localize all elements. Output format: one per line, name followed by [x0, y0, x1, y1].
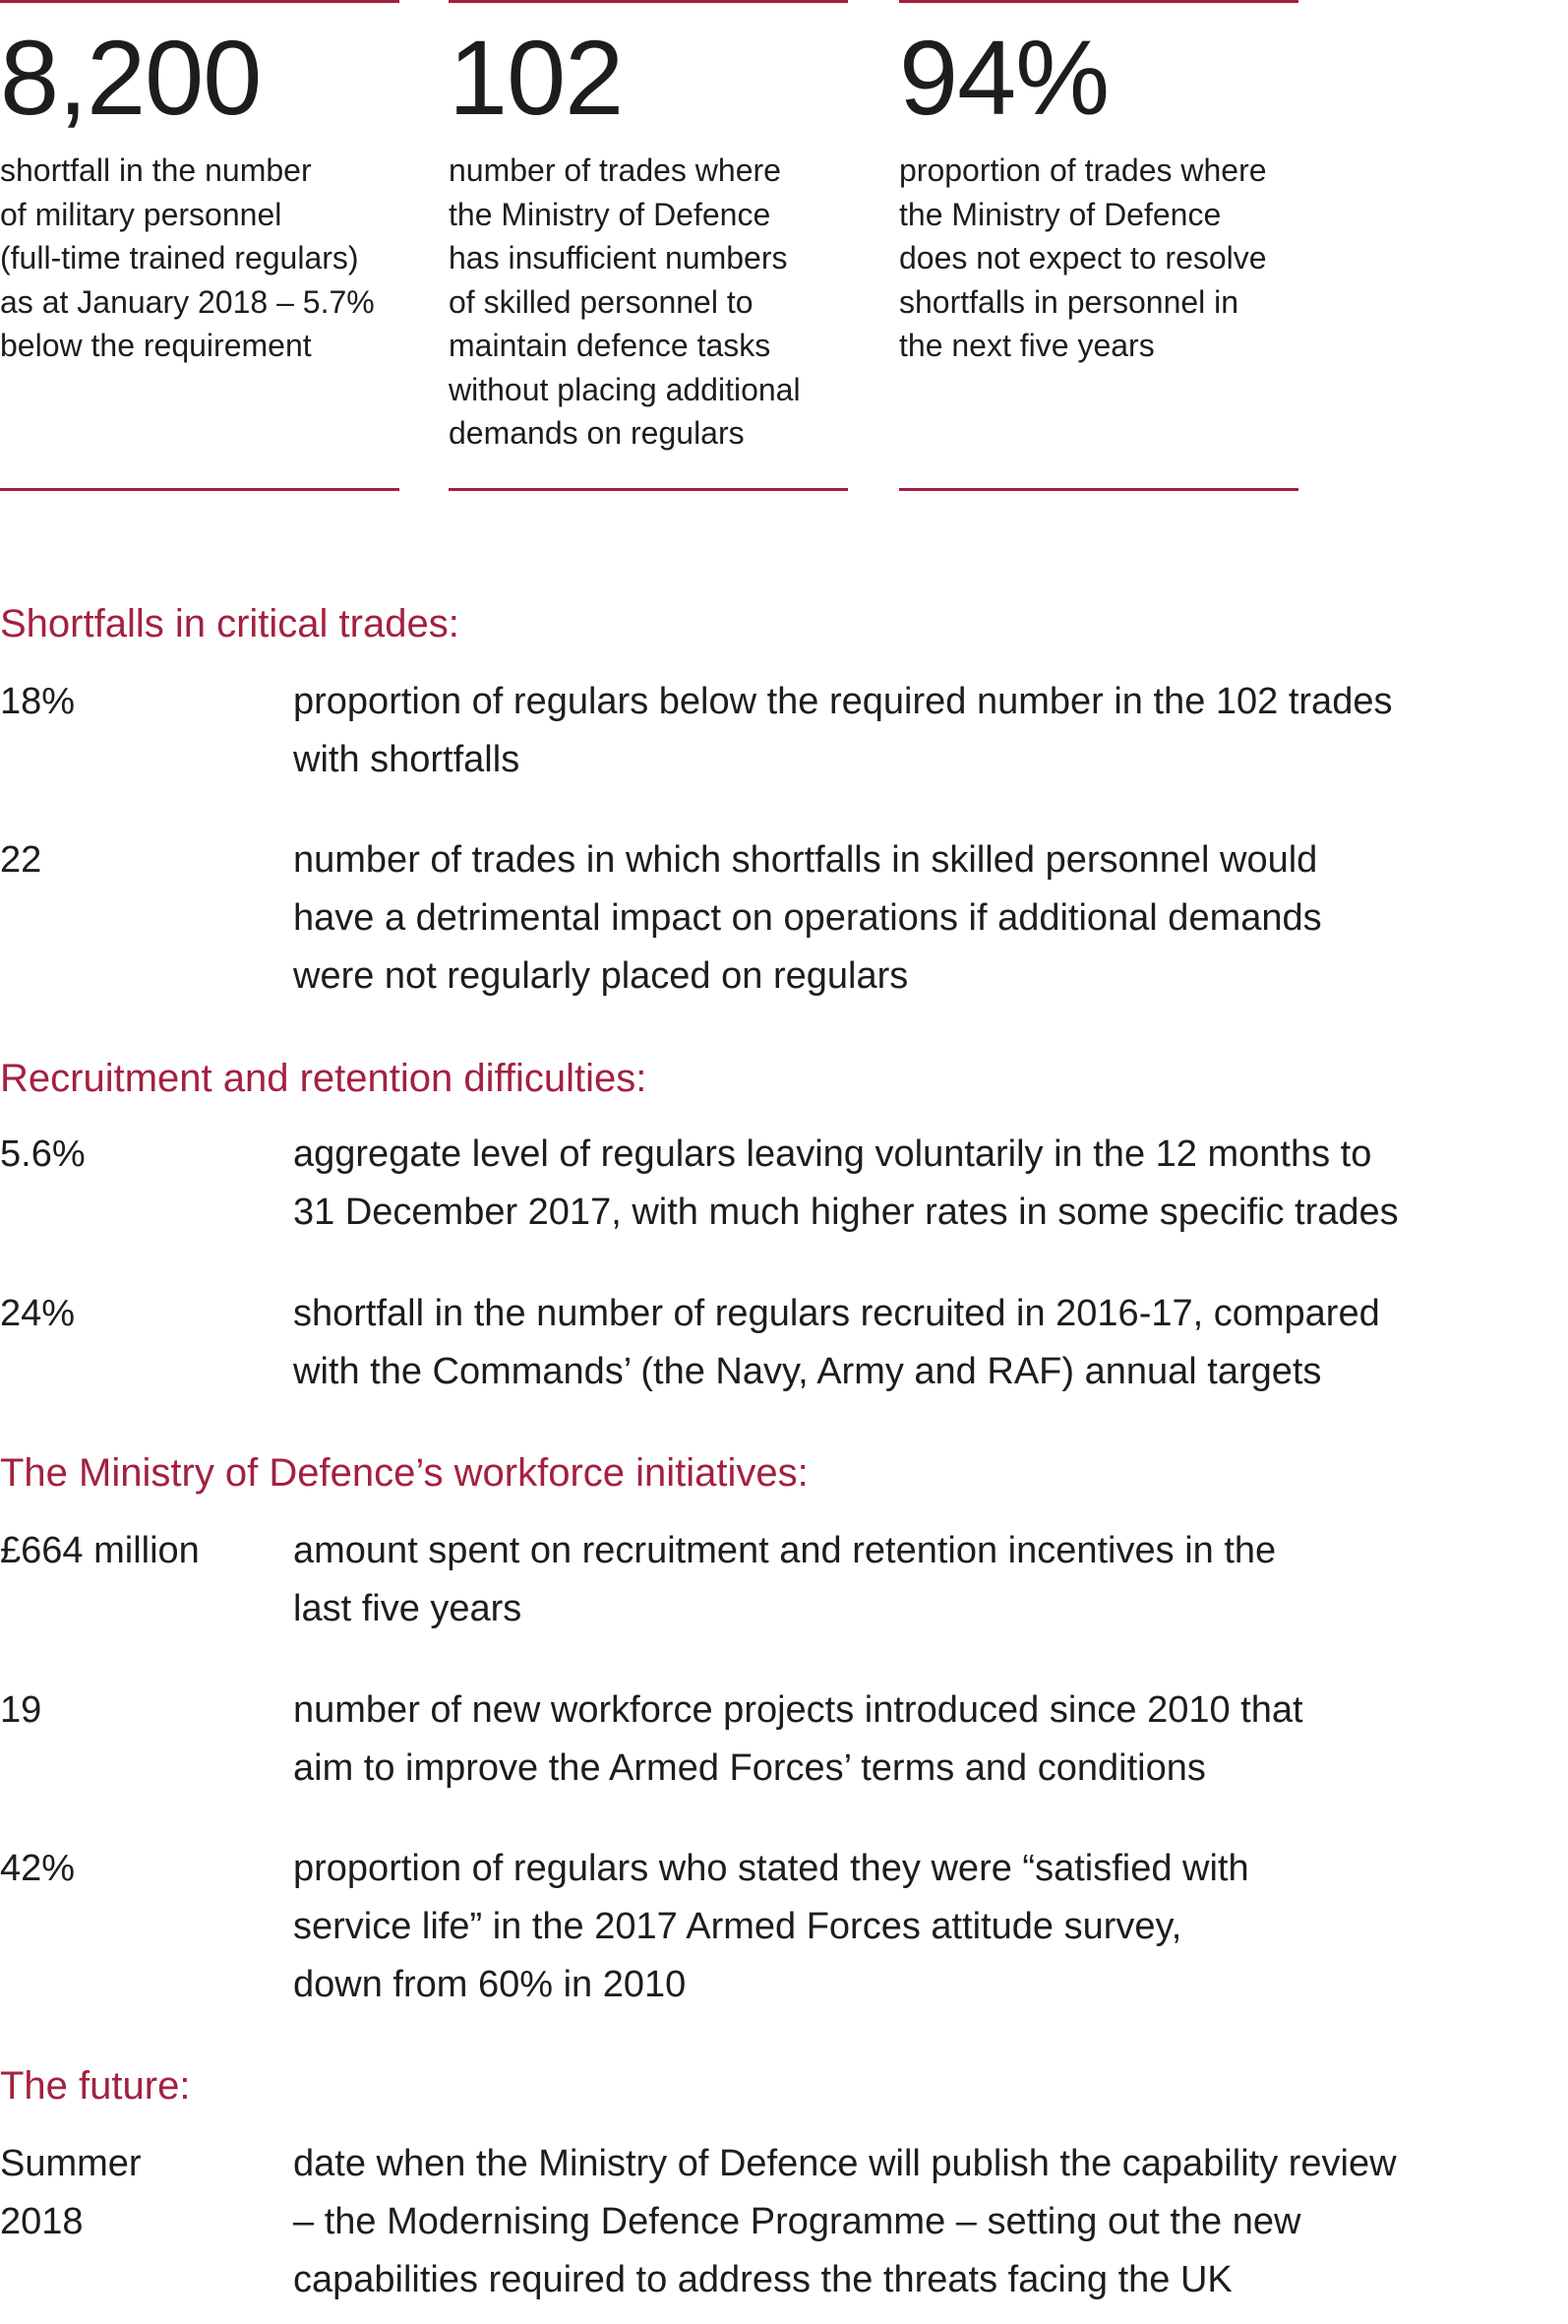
row-label: 18%: [0, 681, 76, 722]
row-label: [0, 2135, 275, 2251]
row-description: [293, 1682, 1533, 1798]
stat-value: 102: [449, 18, 624, 137]
row-description-line: number of trades in which shortfalls in skilled personnel would: [293, 839, 1318, 881]
section-title-workforce-initiatives: The Ministry of Defence’s workforce initiatives:: [0, 1451, 809, 1495]
row-description-line: down from 60% in 2010: [293, 1964, 687, 2005]
stat-description: [0, 149, 399, 368]
row-label-line: 2018: [0, 2201, 84, 2242]
stat-description: [899, 149, 1298, 368]
stat-box-shortfall-personnel: [0, 0, 399, 492]
stat-box-unresolved-trades: [899, 0, 1298, 492]
divider: [0, 488, 399, 491]
row-label: 22: [0, 839, 42, 881]
row-description-line: have a detrimental impact on operations if additional demands: [293, 897, 1322, 939]
row-description: [293, 1285, 1533, 1401]
stat-description-line: shortfalls in personnel in: [899, 283, 1239, 320]
stat-description-line: the Ministry of Defence: [449, 196, 771, 232]
row-description-line: number of new workforce projects introduced since 2010 that: [293, 1689, 1303, 1731]
row-description-line: proportion of regulars who stated they were “satisfied with: [293, 1848, 1249, 1889]
stat-description-line: below the requirement: [0, 328, 312, 363]
stat-box-trades-insufficient: [449, 0, 848, 492]
row-description: [293, 1840, 1533, 2014]
row-description: [293, 831, 1533, 1006]
row-description: [293, 673, 1533, 789]
divider: [449, 488, 848, 491]
stat-description-line: as at January 2018 – 5.7%: [0, 283, 375, 320]
stat-description-line: demands on regulars: [449, 415, 745, 451]
row-description: [293, 1126, 1533, 1242]
row-description: [293, 1522, 1533, 1638]
divider: [899, 488, 1298, 491]
row-description-line: with the Commands’ (the Navy, Army and RAF) annual targets: [293, 1351, 1322, 1392]
stat-description-line: the Ministry of Defence: [899, 196, 1222, 232]
row-description-line: aim to improve the Armed Forces’ terms and conditions: [293, 1747, 1206, 1789]
row-label: £664 million: [0, 1530, 200, 1571]
row-description-line: shortfall in the number of regulars recruited in 2016-17, compared: [293, 1293, 1380, 1334]
row-label: 5.6%: [0, 1133, 86, 1175]
stat-description-line: has insufficient numbers: [449, 240, 788, 275]
stat-description-line: maintain defence tasks: [449, 328, 771, 363]
row-description-line: service life” in the 2017 Armed Forces attitude survey,: [293, 1906, 1182, 1947]
section-title-future: The future:: [0, 2064, 191, 2108]
row-description-line: were not regularly placed on regulars: [293, 955, 909, 997]
stat-description-line: proportion of trades where: [899, 153, 1267, 188]
divider: [0, 0, 399, 3]
row-description-line: date when the Ministry of Defence will publish the capability review: [293, 2143, 1397, 2184]
stat-description-line: number of trades where: [449, 153, 781, 188]
stat-description-line: shortfall in the number: [0, 153, 312, 188]
stat-description-line: without placing additional: [449, 371, 801, 407]
stat-value: 94%: [899, 18, 1110, 137]
stat-description-line: the next five years: [899, 328, 1155, 363]
row-label: 19: [0, 1689, 42, 1731]
stat-description-line: of military personnel: [0, 196, 282, 232]
stat-description-line: does not expect to resolve: [899, 240, 1267, 275]
row-description-line: last five years: [293, 1588, 522, 1629]
row-description: [293, 2135, 1533, 2309]
row-description-line: proportion of regulars below the required number in the 102 trades: [293, 681, 1393, 722]
row-description-line: aggregate level of regulars leaving voluntarily in the 12 months to: [293, 1133, 1372, 1175]
stat-description-line: (full-time trained regulars): [0, 240, 359, 275]
row-description-line: 31 December 2017, with much higher rates in some specific trades: [293, 1192, 1399, 1233]
row-label: 42%: [0, 1848, 76, 1889]
section-title-recruitment: Recruitment and retention difficulties:: [0, 1057, 647, 1100]
row-description-line: – the Modernising Defence Programme – setting out the new: [293, 2201, 1301, 2242]
row-label: 24%: [0, 1293, 76, 1334]
stat-description-line: of skilled personnel to: [449, 283, 754, 320]
row-description-line: capabilities required to address the threats facing the UK: [293, 2259, 1233, 2300]
stat-description: [449, 149, 848, 456]
divider: [899, 0, 1298, 3]
row-description-line: amount spent on recruitment and retention incentives in the: [293, 1530, 1277, 1571]
row-description-line: with shortfalls: [293, 739, 520, 780]
section-title-shortfalls: Shortfalls in critical trades:: [0, 602, 459, 645]
stat-value: 8,200: [0, 18, 262, 137]
divider: [449, 0, 848, 3]
row-label-line: Summer: [0, 2143, 142, 2184]
